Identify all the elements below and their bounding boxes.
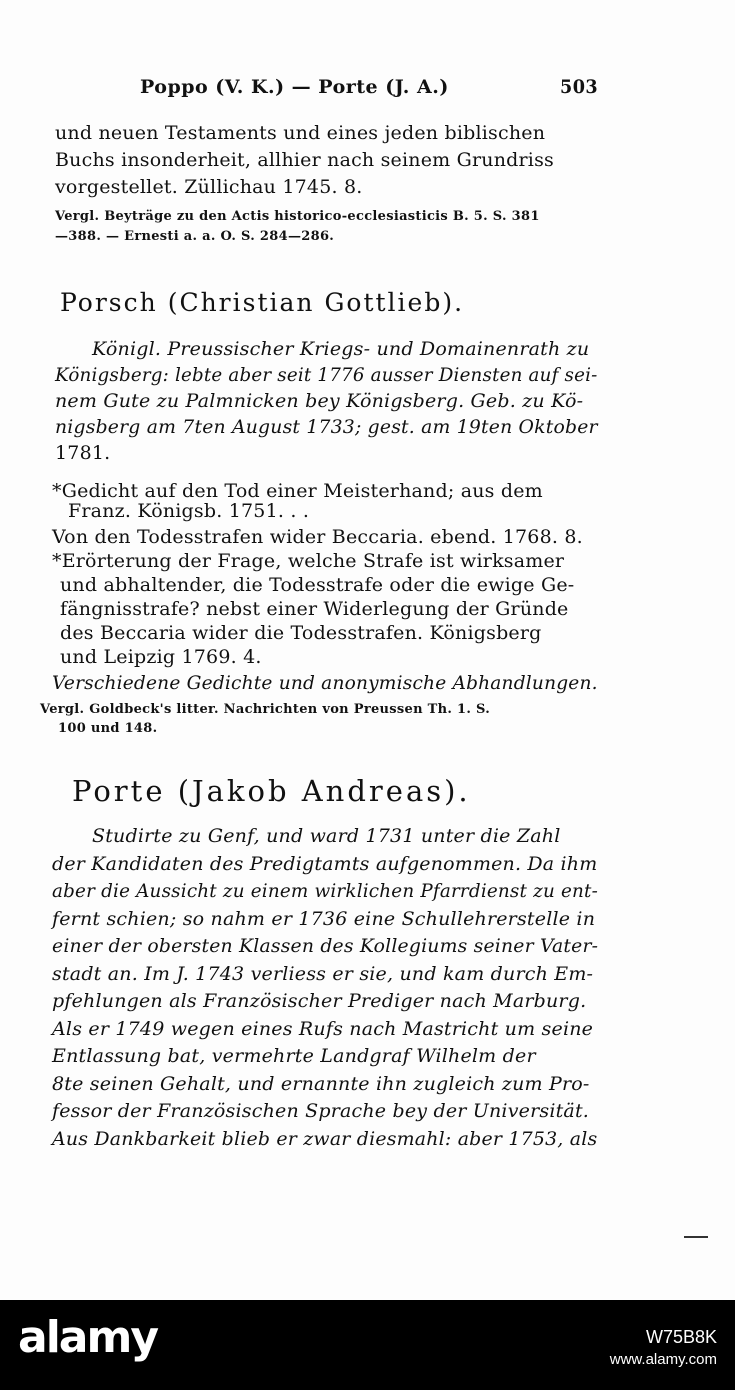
text-line: nigsberg am 7ten August 1733; gest. am 19ten Oktober [55, 416, 598, 438]
scan-mark [684, 1236, 708, 1238]
text-line: Entlassung bat, vermehrte Landgraf Wilhelm der [52, 1045, 536, 1067]
text-line: der Kandidaten des Predigtamts aufgenommen. Da ihm [52, 853, 598, 875]
text-line: Verschiedene Gedichte und anonymische Abhandlungen. [52, 672, 598, 694]
work-entry: Franz. Königsb. 1751. . . [68, 500, 310, 522]
reference-note: Vergl. Goldbeck's litter. Nachrichten von Preussen Th. 1. S. [40, 702, 491, 717]
text-line: Als er 1749 wegen eines Rufs nach Mastricht um seine [52, 1018, 594, 1040]
text-line: Aus Dankbarkeit blieb er zwar diesmahl: aber 1753, als [52, 1128, 598, 1150]
watermark-url: www.alamy.com [609, 1351, 717, 1368]
text-line: Königsberg: lebte aber seit 1776 ausser Diensten auf sei- [55, 364, 598, 386]
text-line: 8te seinen Gehalt, und ernannte ihn zugleich zum Pro- [52, 1073, 590, 1095]
text-line: fernt schien; so nahm er 1736 eine Schullehrerstelle in [52, 908, 596, 930]
watermark-logo: alamy [18, 1312, 157, 1363]
work-entry: des Beccaria wider die Todesstrafen. Königsberg [60, 622, 542, 644]
text-line: fessor der Französischen Sprache bey der Universität. [52, 1100, 590, 1122]
work-entry: *Erörterung der Frage, welche Strafe ist wirksamer [52, 550, 565, 572]
text-line: Studirte zu Genf, und ward 1731 unter die Zahl [92, 825, 561, 847]
reference-note: Vergl. Beyträge zu den Actis historico-ecclesiasticis B. 5. S. 381 [55, 209, 540, 224]
work-entry: Von den Todesstrafen wider Beccaria. ebend. 1768. 8. [52, 526, 583, 548]
text-line: einer der obersten Klassen des Kollegiums seiner Vater- [52, 935, 599, 957]
work-entry: und Leipzig 1769. 4. [60, 646, 262, 668]
image-id: W75B8K [645, 1327, 717, 1347]
text-line: Buchs insonderheit, allhier nach seinem Grundriss [55, 149, 554, 171]
text-line: stadt an. Im J. 1743 verliess er sie, und kam durch Em- [52, 963, 594, 985]
work-entry: und abhaltender, die Todesstrafe oder die ewige Ge- [60, 574, 575, 596]
reference-note: 100 und 148. [58, 721, 158, 736]
text-line: vorgestellet. Züllichau 1745. 8. [55, 176, 363, 198]
entry-heading: Porsch (Christian Gottlieb). [60, 288, 465, 317]
running-header: Poppo (V. K.) — Porte (J. A.) [140, 76, 449, 98]
text-line: 1781. [55, 442, 111, 464]
text-line: aber die Aussicht zu einem wirklichen Pfarrdienst zu ent- [52, 880, 598, 902]
work-entry: *Gedicht auf den Tod einer Meisterhand; aus dem [52, 480, 543, 502]
reference-note: —388. — Ernesti a. a. O. S. 284—286. [55, 229, 335, 244]
text-line: nem Gute zu Palmnicken bey Königsberg. Geb. zu Kö- [55, 390, 584, 412]
page-number: 503 [560, 76, 599, 98]
text-line: Königl. Preussischer Kriegs- und Domainenrath zu [92, 338, 590, 360]
work-entry: fängnisstrafe? nebst einer Widerlegung der Gründe [60, 598, 569, 620]
text-line: pfehlungen als Französischer Prediger nach Marburg. [52, 990, 587, 1012]
text-line: und neuen Testaments und eines jeden biblischen [55, 122, 546, 144]
entry-heading: Porte (Jakob Andreas). [72, 774, 471, 808]
